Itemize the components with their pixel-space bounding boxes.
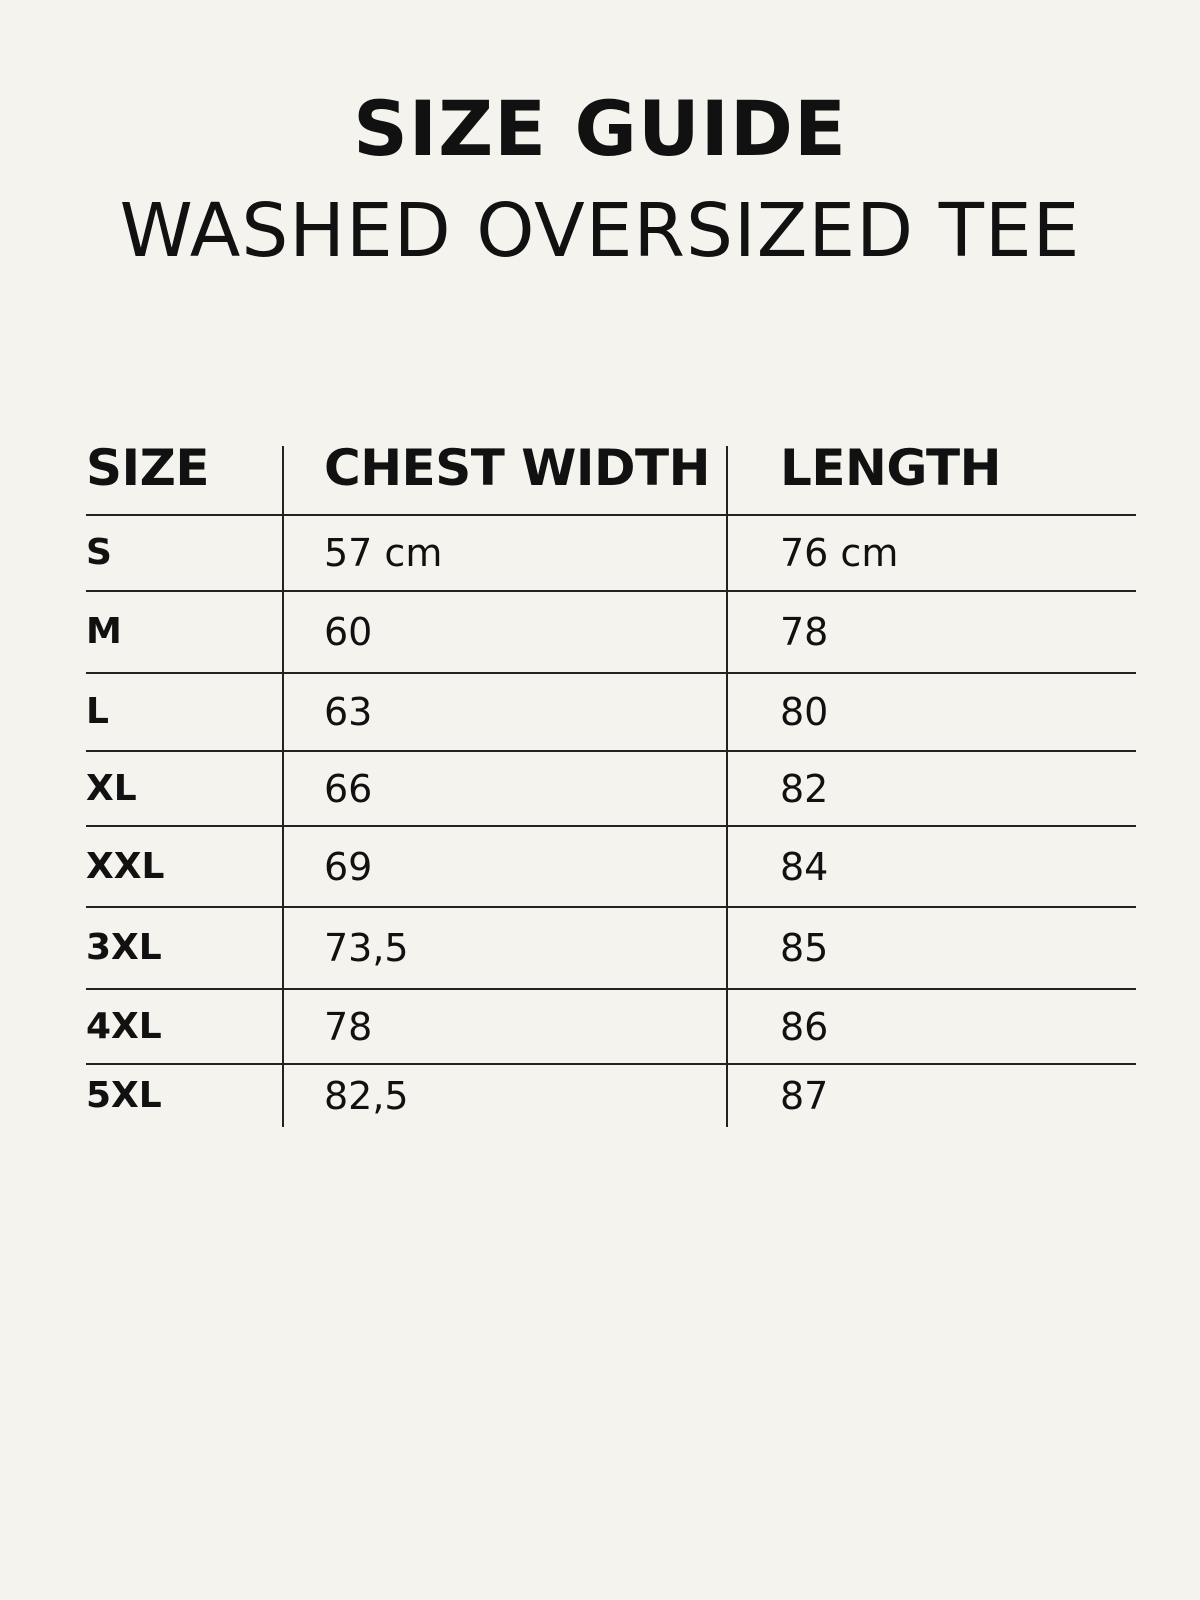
length-cell: 84 [726, 827, 1136, 906]
table-row [86, 752, 1136, 827]
size-cell: L [86, 691, 109, 732]
header-length: LENGTH [726, 446, 1136, 514]
chest-cell: 60 [282, 592, 726, 672]
table-row [86, 516, 1136, 592]
table-row [86, 592, 1136, 674]
product-name: WASHED OVERSIZED TEE [119, 188, 1081, 274]
chest-cell: 73,5 [282, 908, 726, 988]
chest-cell: 82,5 [282, 1065, 726, 1127]
table-header-row [86, 439, 1136, 516]
table-row [86, 990, 1136, 1065]
page-title: SIZE GUIDE [353, 84, 847, 173]
table-row [86, 827, 1136, 908]
table-row [86, 1065, 1136, 1127]
length-cell: 78 [726, 592, 1136, 672]
header-size: SIZE [86, 439, 210, 497]
size-cell: XL [86, 767, 137, 809]
table-row [86, 908, 1136, 990]
size-cell: XXL [86, 845, 165, 887]
length-cell: 82 [726, 752, 1136, 825]
size-cell: 3XL [86, 927, 162, 968]
chest-cell: 69 [282, 827, 726, 906]
length-cell: 87 [726, 1065, 1136, 1127]
size-cell: S [86, 532, 112, 573]
chest-cell: 66 [282, 752, 726, 825]
length-cell: 76 cm [726, 516, 1136, 590]
chest-cell: 57 cm [282, 516, 726, 590]
chest-cell: 78 [282, 990, 726, 1063]
length-cell: 80 [726, 674, 1136, 750]
header-chest-width: CHEST WIDTH [282, 446, 726, 514]
size-cell: 5XL [86, 1075, 162, 1116]
length-cell: 86 [726, 990, 1136, 1063]
size-cell: 4XL [86, 1005, 162, 1047]
table-row [86, 674, 1136, 752]
length-cell: 85 [726, 908, 1136, 988]
size-cell: M [86, 611, 122, 652]
size-table [86, 439, 1136, 1127]
chest-cell: 63 [282, 674, 726, 750]
